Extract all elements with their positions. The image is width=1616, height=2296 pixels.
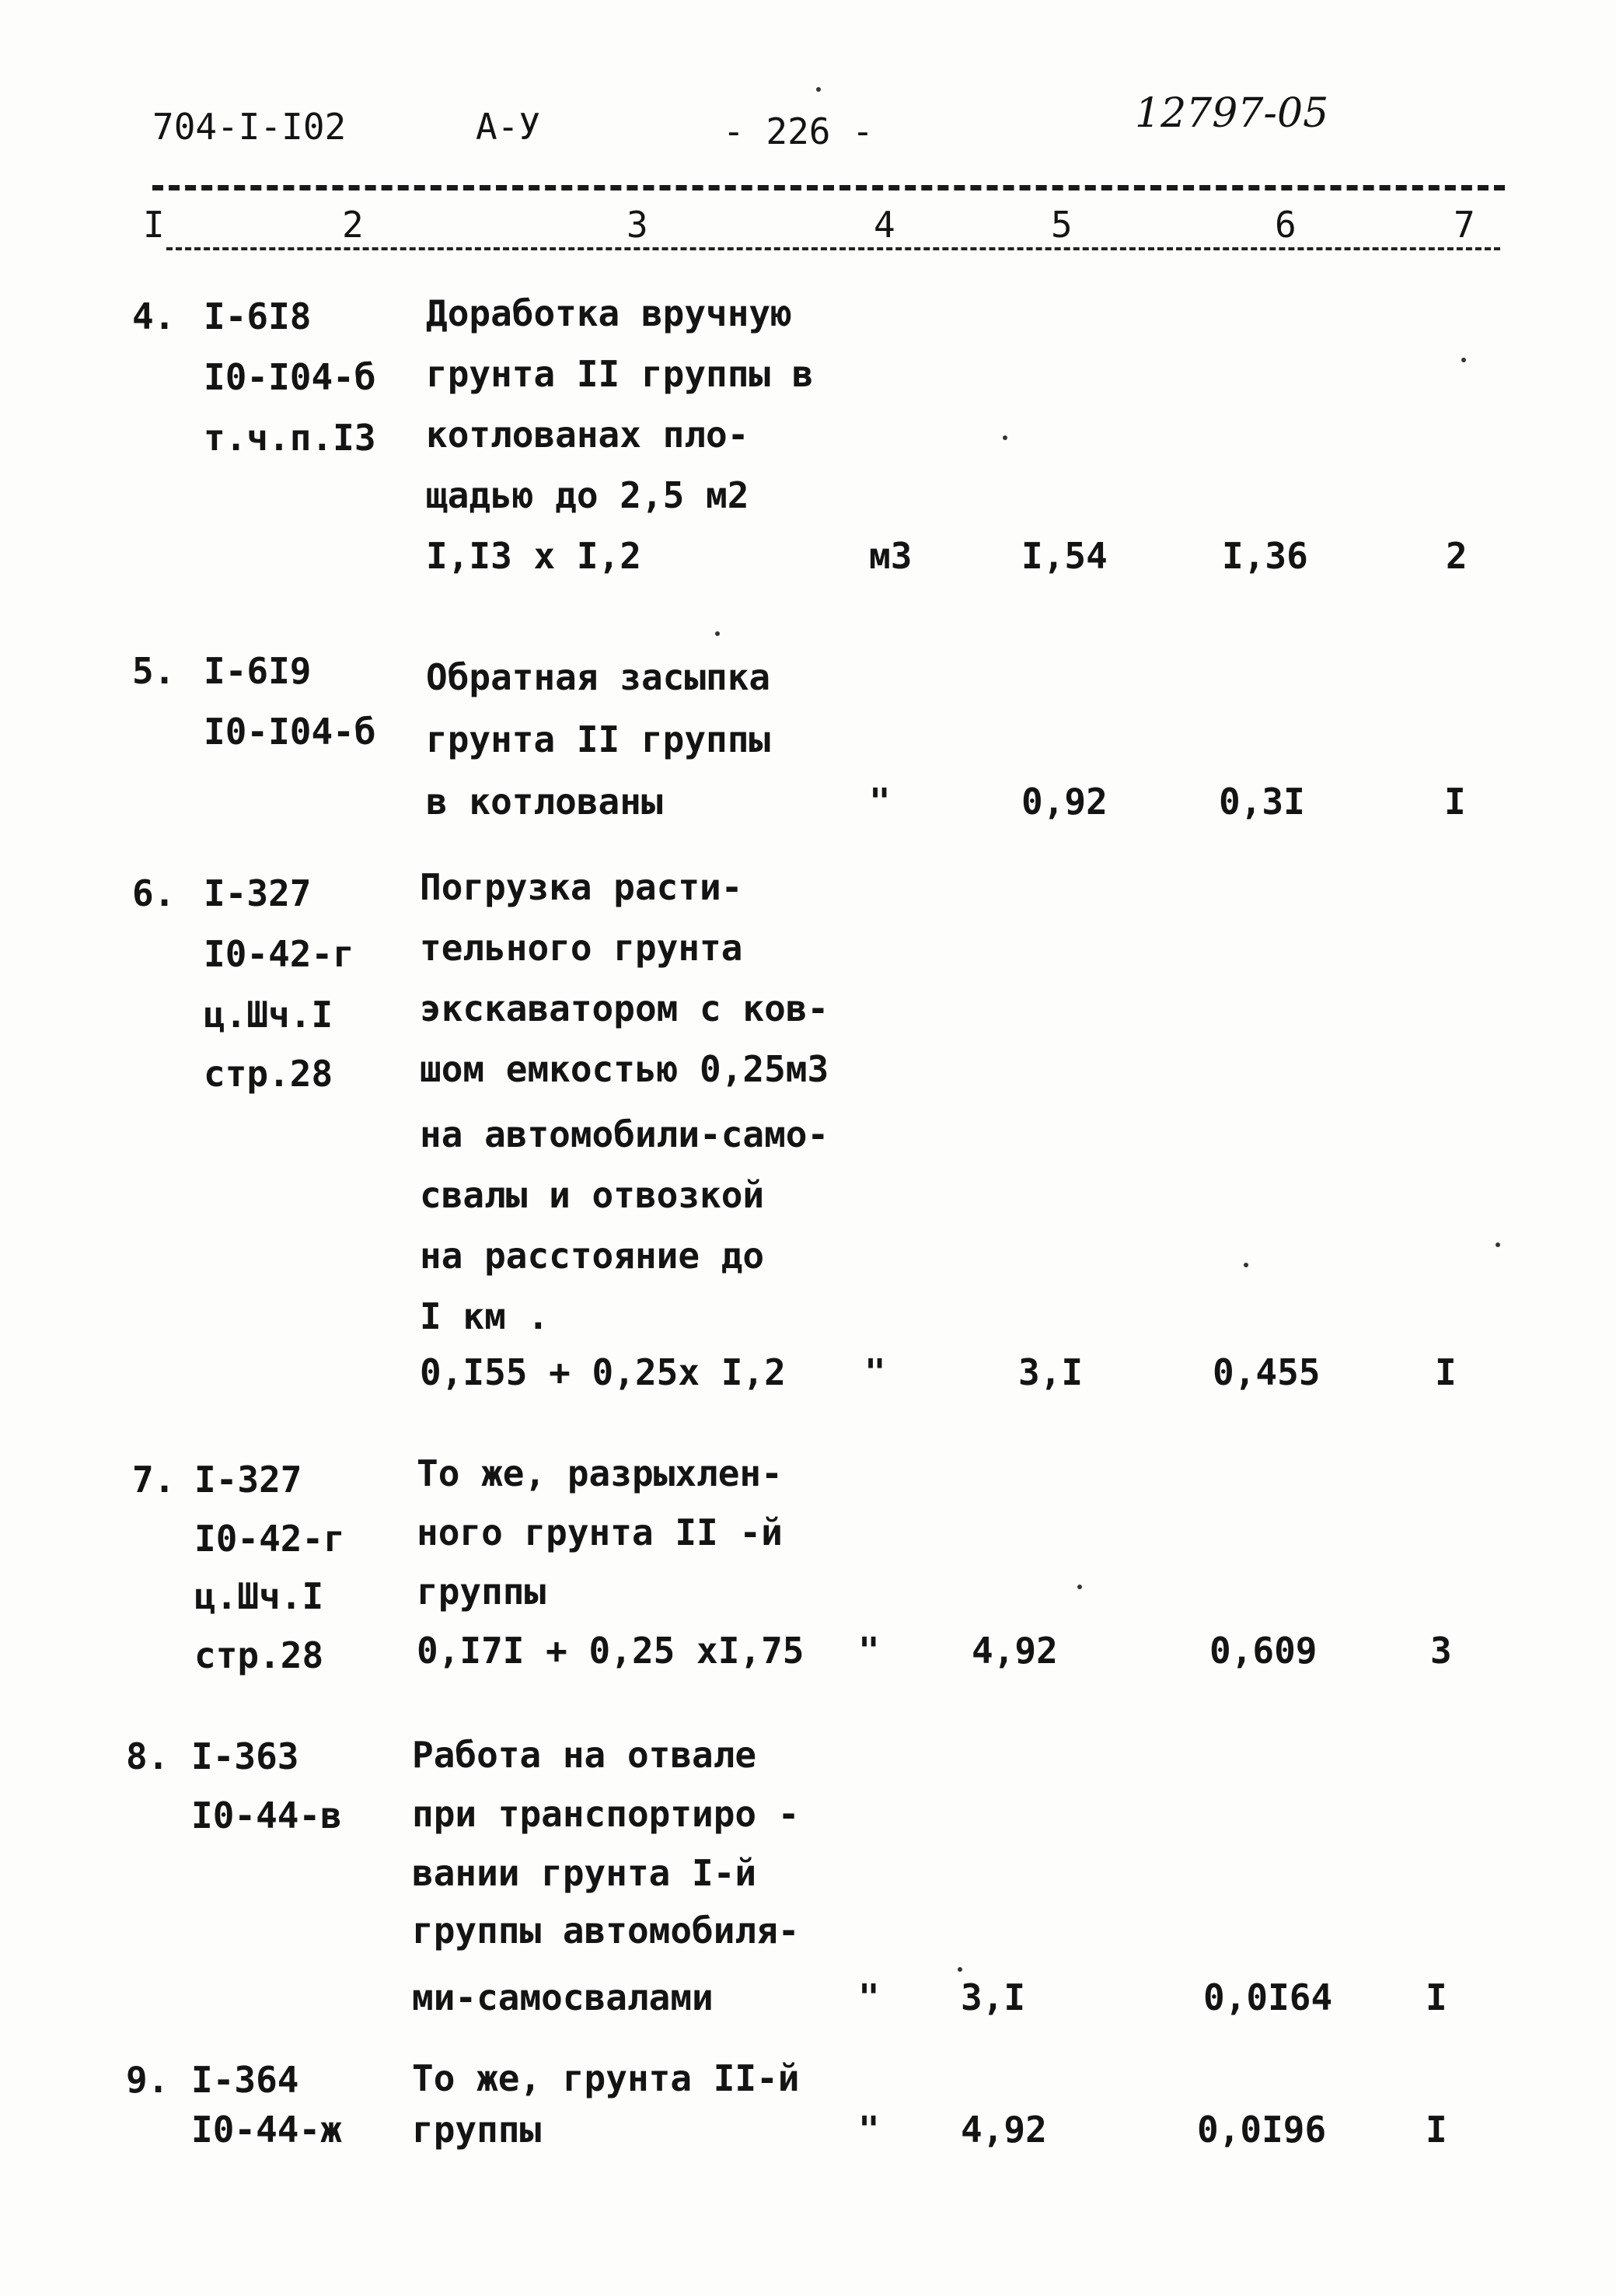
row-7-desc-2: ного грунта II -й bbox=[417, 1511, 783, 1553]
album-label: А-У bbox=[476, 106, 541, 148]
row-4-col5: I,54 bbox=[1021, 535, 1108, 577]
scan-speck bbox=[1003, 435, 1007, 440]
row-8-desc-3: вании грунта I-й bbox=[412, 1852, 757, 1894]
row-9-desc-1: То же, грунта II-й bbox=[412, 2057, 800, 2099]
row-7-desc-1: То же, разрыхлен- bbox=[417, 1452, 783, 1494]
row-6-desc-4: шом емкостью 0,25м3 bbox=[420, 1048, 829, 1090]
row-8-col6: 0,0I64 bbox=[1203, 1976, 1333, 2018]
row-5-desc-2: грунта II группы bbox=[426, 718, 771, 760]
row-6-desc-8: I км . bbox=[420, 1295, 550, 1337]
row-5-number: 5. bbox=[132, 650, 176, 692]
row-7-col5: 4,92 bbox=[972, 1630, 1058, 1672]
row-8-number: 8. bbox=[126, 1735, 169, 1777]
row-9-code-2: I0-44-ж bbox=[191, 2109, 342, 2151]
column-number-1: I bbox=[143, 204, 165, 246]
row-8-code-1: I-363 bbox=[191, 1735, 299, 1777]
page-number: - 226 - bbox=[723, 110, 874, 152]
row-6-desc-9: 0,I55 + 0,25x I,2 bbox=[420, 1351, 786, 1393]
row-5-code-2: I0-I04-б bbox=[204, 711, 376, 753]
row-6-number: 6. bbox=[132, 872, 176, 914]
row-4-desc-5: I,I3 x I,2 bbox=[426, 535, 641, 577]
row-9-col6: 0,0I96 bbox=[1197, 2109, 1327, 2151]
row-9-code-1: I-364 bbox=[191, 2059, 299, 2101]
row-9-unit: " bbox=[858, 2109, 880, 2151]
row-9-col7: I bbox=[1426, 2109, 1447, 2151]
row-4-col7: 2 bbox=[1446, 535, 1468, 577]
row-4-desc-1: Доработка вручную bbox=[426, 292, 792, 334]
row-4-desc-2: грунта II группы в bbox=[426, 353, 814, 395]
row-6-code-4: стр.28 bbox=[204, 1053, 333, 1095]
row-4-desc-3: котлованах пло- bbox=[426, 414, 749, 456]
row-7-code-2: I0-42-г bbox=[194, 1518, 345, 1560]
row-5-col7: I bbox=[1444, 781, 1466, 823]
row-7-desc-4: 0,I7I + 0,25 xI,75 bbox=[417, 1630, 805, 1672]
row-8-code-2: I0-44-в bbox=[191, 1795, 342, 1836]
row-8-desc-2: при транспортиро - bbox=[412, 1793, 800, 1835]
row-4-code-3: т.ч.п.I3 bbox=[204, 417, 376, 459]
row-7-code-3: ц.Шч.I bbox=[194, 1575, 324, 1617]
row-4-desc-4: щадью до 2,5 м2 bbox=[426, 474, 749, 516]
scan-speck bbox=[1244, 1263, 1248, 1267]
doc-code: 704-I-I02 bbox=[152, 106, 347, 148]
row-4-code-2: I0-I04-б bbox=[204, 356, 376, 398]
row-6-desc-1: Погрузка расти- bbox=[420, 866, 743, 908]
row-8-desc-4: группы автомобиля- bbox=[412, 1910, 800, 1952]
row-6-col7: I bbox=[1435, 1351, 1457, 1393]
column-number-6: 6 bbox=[1275, 204, 1297, 246]
column-dashes bbox=[166, 247, 1500, 250]
row-9-number: 9. bbox=[126, 2059, 169, 2101]
row-6-col5: 3,I bbox=[1018, 1351, 1084, 1393]
row-7-number: 7. bbox=[132, 1459, 176, 1501]
row-9-desc-2: группы bbox=[412, 2109, 542, 2151]
column-number-7: 7 bbox=[1454, 204, 1475, 246]
row-7-desc-3: группы bbox=[417, 1571, 546, 1613]
handwritten-number: 12797-05 bbox=[1135, 90, 1329, 137]
row-7-col6: 0,609 bbox=[1209, 1630, 1318, 1672]
row-7-code-4: стр.28 bbox=[194, 1634, 324, 1676]
scan-speck bbox=[715, 631, 720, 636]
row-4-col6: I,36 bbox=[1222, 535, 1308, 577]
row-7-col7: 3 bbox=[1430, 1630, 1452, 1672]
row-6-code-3: ц.Шч.I bbox=[204, 994, 333, 1036]
scan-speck bbox=[958, 1967, 962, 1972]
row-5-col6: 0,3I bbox=[1219, 781, 1305, 823]
row-6-code-1: I-327 bbox=[204, 872, 312, 914]
row-5-unit: " bbox=[869, 781, 891, 823]
row-6-code-2: I0-42-г bbox=[204, 933, 354, 975]
scan-speck bbox=[816, 87, 821, 92]
row-7-unit: " bbox=[858, 1630, 880, 1672]
row-8-unit: " bbox=[858, 1976, 880, 2018]
row-5-desc-3: в котлованы bbox=[426, 781, 663, 823]
row-7-code-1: I-327 bbox=[194, 1459, 302, 1501]
row-6-desc-7: на расстояние до bbox=[420, 1235, 765, 1277]
row-5-code-1: I-6I9 bbox=[204, 650, 312, 692]
row-6-unit: " bbox=[864, 1351, 886, 1393]
row-5-col5: 0,92 bbox=[1021, 781, 1108, 823]
row-8-col5: 3,I bbox=[961, 1976, 1026, 2018]
row-4-number: 4. bbox=[132, 295, 176, 337]
row-6-desc-6: свалы и отвозкой bbox=[420, 1174, 765, 1216]
row-4-code-1: I-6I8 bbox=[204, 295, 312, 337]
header-divider bbox=[152, 185, 1505, 190]
scan-speck bbox=[1461, 358, 1466, 362]
row-8-col7: I bbox=[1426, 1976, 1447, 2018]
column-number-5: 5 bbox=[1051, 204, 1073, 246]
row-4-unit: м3 bbox=[869, 535, 913, 577]
row-6-desc-2: тельного грунта bbox=[420, 927, 743, 969]
row-5-desc-1: Обратная засыпка bbox=[426, 656, 771, 698]
column-number-3: 3 bbox=[627, 204, 648, 246]
scan-speck bbox=[1077, 1585, 1082, 1589]
column-number-2: 2 bbox=[342, 204, 364, 246]
row-9-col5: 4,92 bbox=[961, 2109, 1047, 2151]
row-6-col6: 0,455 bbox=[1213, 1351, 1321, 1393]
column-number-4: 4 bbox=[874, 204, 895, 246]
row-8-desc-5: ми-самосвалами bbox=[412, 1976, 714, 2018]
scan-speck bbox=[1496, 1242, 1500, 1247]
row-6-desc-3: экскаватором с ков- bbox=[420, 987, 829, 1029]
row-8-desc-1: Работа на отвале bbox=[412, 1734, 757, 1776]
row-6-desc-5: на автомобили-само- bbox=[420, 1113, 829, 1155]
